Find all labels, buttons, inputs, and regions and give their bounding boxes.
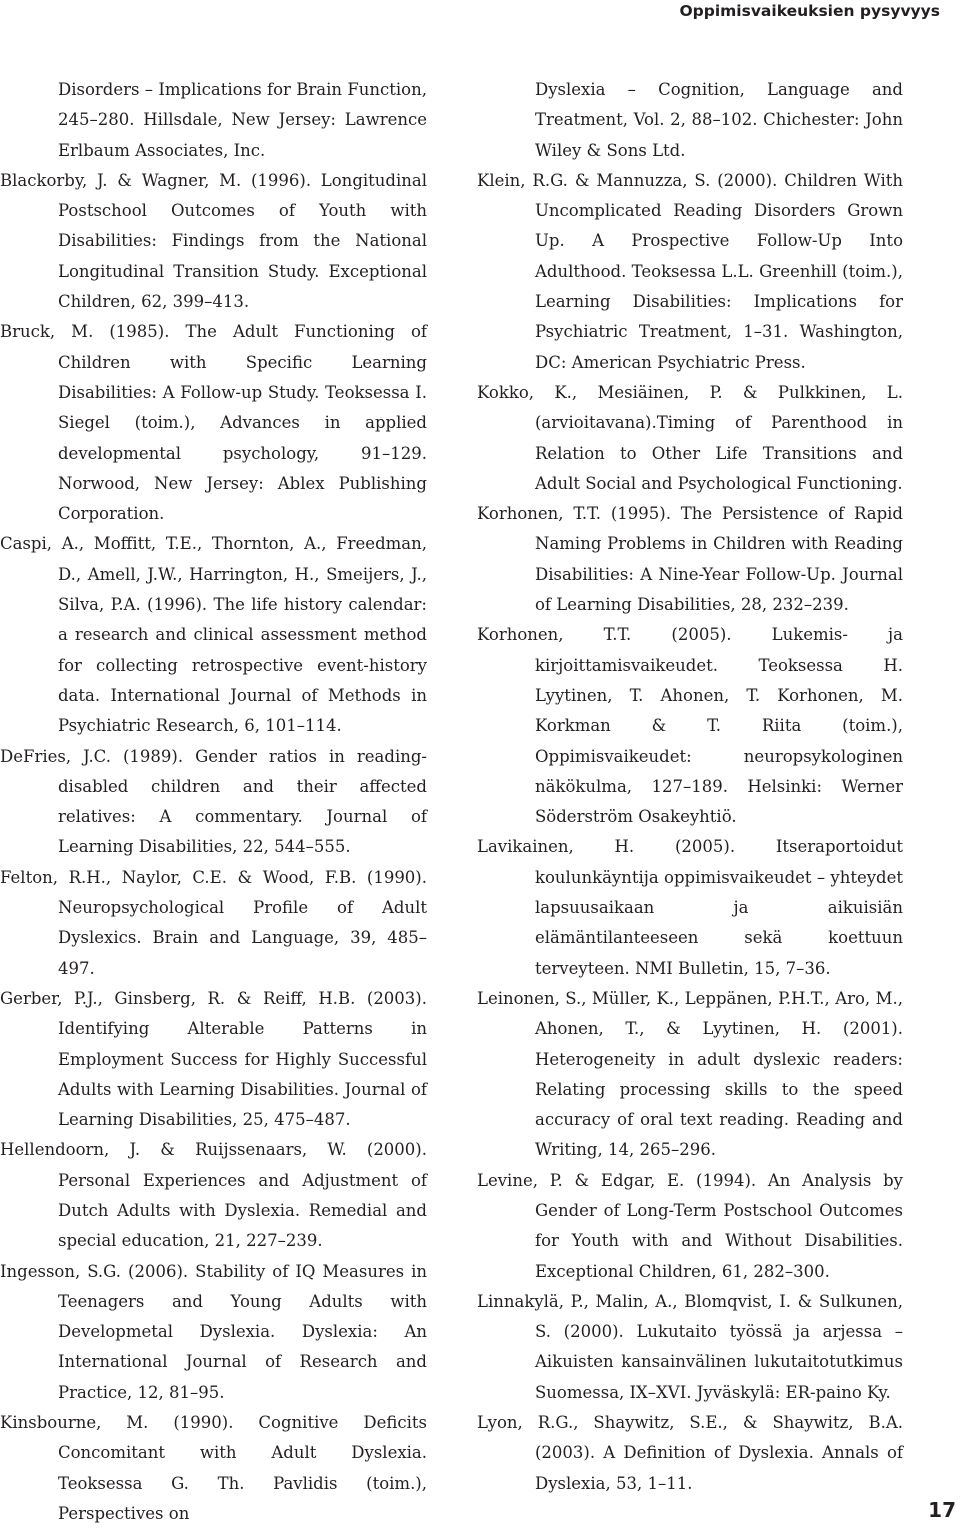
reference-entry: Lavikainen, H. (2005). Itseraportoidut koulunkäyntija oppimisvaikeudet – yhteydet lapsuusaikaan ja aikuisiän elämäntilanteeseen sekä koettuun terveyteen. NMI Bulletin, 15, 7–36. [477,837,903,978]
reference-entry: Gerber, P.J., Ginsberg, R. & Reiff, H.B. (2003). Identifying Alterable Patterns in Employment Success for Highly Successful Adults with Learning Disabilities. Journal of Learning Disabilities, 25, 475–487. [0,988,427,1130]
reference-entry: DeFries, J.C. (1989). Gender ratios in reading-disabled children and their affected relatives: A commentary. Journal of Learning Disabilities, 22, 544–555. [0,746,427,857]
reference-entry: Linnakylä, P., Malin, A., Blomqvist, I. & Sulkunen, S. (2000). Lukutaito työssä ja arjessa – Aikuisten kansainvälinen lukutaitotutkimus Suomessa, IX–XVI. Jyväskylä: ER-paino Ky. [477,1291,903,1402]
reference-entry: Kinsbourne, M. (1990). Cognitive Deficits Concomitant with Adult Dyslexia. Teoksessa G. Th. Pavlidis (toim.), Perspectives on [0,1413,427,1523]
reference-entry: Dyslexia – Cognition, Language and Treatment, Vol. 2, 88–102. Chichester: John Wiley & Sons Ltd. [535,80,903,160]
reference-entry: Caspi, A., Moffitt, T.E., Thornton, A., Freedman, D., Amell, J.W., Harrington, H., Smeijers, J., Silva, P.A. (1996). The life history calendar: a research and clinical assessment method for collecting retrospective event-history data. International Journal of Methods in Psychiatric Research, 6, 101–114. [0,534,427,736]
reference-entry: Leinonen, S., Müller, K., Leppänen, P.H.T., Aro, M., Ahonen, T., & Lyytinen, H. (2001). Heterogeneity in adult dyslexic readers: Relating processing skills to the speed accuracy of oral text reading. Reading and Writing, 14, 265–296. [477,988,903,1160]
reference-column-left [0,75,427,1529]
reference-entry: Lyon, R.G., Shaywitz, S.E., & Shaywitz, B.A. (2003). A Definition of Dyslexia. Annals of Dyslexia, 53, 1–11. [477,1413,903,1493]
reference-entry: Hellendoorn, J. & Ruijssenaars, W. (2000). Personal Experiences and Adjustment of Dutch Adults with Dyslexia. Remedial and special education, 21, 227–239. [0,1140,427,1251]
reference-entry: Kokko, K., Mesiäinen, P. & Pulkkinen, L. (arvioitavana).Timing of Parenthood in Relation to Other Life Transitions and Adult Social and Psychological Functioning. [477,382,903,493]
reference-column-right [477,75,903,1499]
reference-entry: Disorders – Implications for Brain Function, 245–280. Hillsdale, New Jersey: Lawrence Erlbaum Associates, Inc. [58,80,427,160]
running-header-title: Oppimisvaikeuksien pysyvyys [679,2,940,20]
reference-entry: Ingesson, S.G. (2006). Stability of IQ Measures in Teenagers and Young Adults with Developmetal Dyslexia. Dyslexia: An International Journal of Research and Practice, 12, 81–95. [0,1261,427,1402]
reference-entry: Bruck, M. (1985). The Adult Functioning of Children with Specific Learning Disabilities: A Follow-up Study. Teoksessa I. Siegel (toim.), Advances in applied developmental psychology, 91–129. Norwood, New Jersey: Ablex Publishing Corporation. [0,322,427,524]
reference-entry: Levine, P. & Edgar, E. (1994). An Analysis by Gender of Long-Term Postschool Outcomes for Youth with and Without Disabilities. Exceptional Children, 61, 282–300. [477,1170,903,1281]
reference-entry: Klein, R.G. & Mannuzza, S. (2000). Children With Uncomplicated Reading Disorders Grown Up. A Prospective Follow-Up Into Adulthood. Teoksessa L.L. Greenhill (toim.), Learning Disabilities: Implications for Psychiatric Treatment, 1–31. Washington, DC: American Psychiatric Press. [477,170,903,372]
reference-entry: Korhonen, T.T. (1995). The Persistence of Rapid Naming Problems in Children with Reading Disabilities: A Nine-Year Follow-Up. Journal of Learning Disabilities, 28, 232–239. [477,504,903,615]
reference-entry: Blackorby, J. & Wagner, M. (1996). Longitudinal Postschool Outcomes of Youth with Disabilities: Findings from the National Longitudinal Transition Study. Exceptional Children, 62, 399–413. [0,170,427,312]
reference-entry: Korhonen, T.T. (2005). Lukemis- ja kirjoittamisvaikeudet. Teoksessa H. Lyytinen, T. Ahonen, T. Korhonen, M. Korkman & T. Riita (toim.), Oppimisvaikeudet: neuropsykologinen näkökulma, 127–189. Helsinki: Werner Söderström Osakeyhtiö. [477,625,903,827]
page-number: 17 [928,1498,956,1522]
reference-entry: Felton, R.H., Naylor, C.E. & Wood, F.B. (1990). Neuropsychological Profile of Adult Dyslexics. Brain and Language, 39, 485–497. [0,867,427,978]
